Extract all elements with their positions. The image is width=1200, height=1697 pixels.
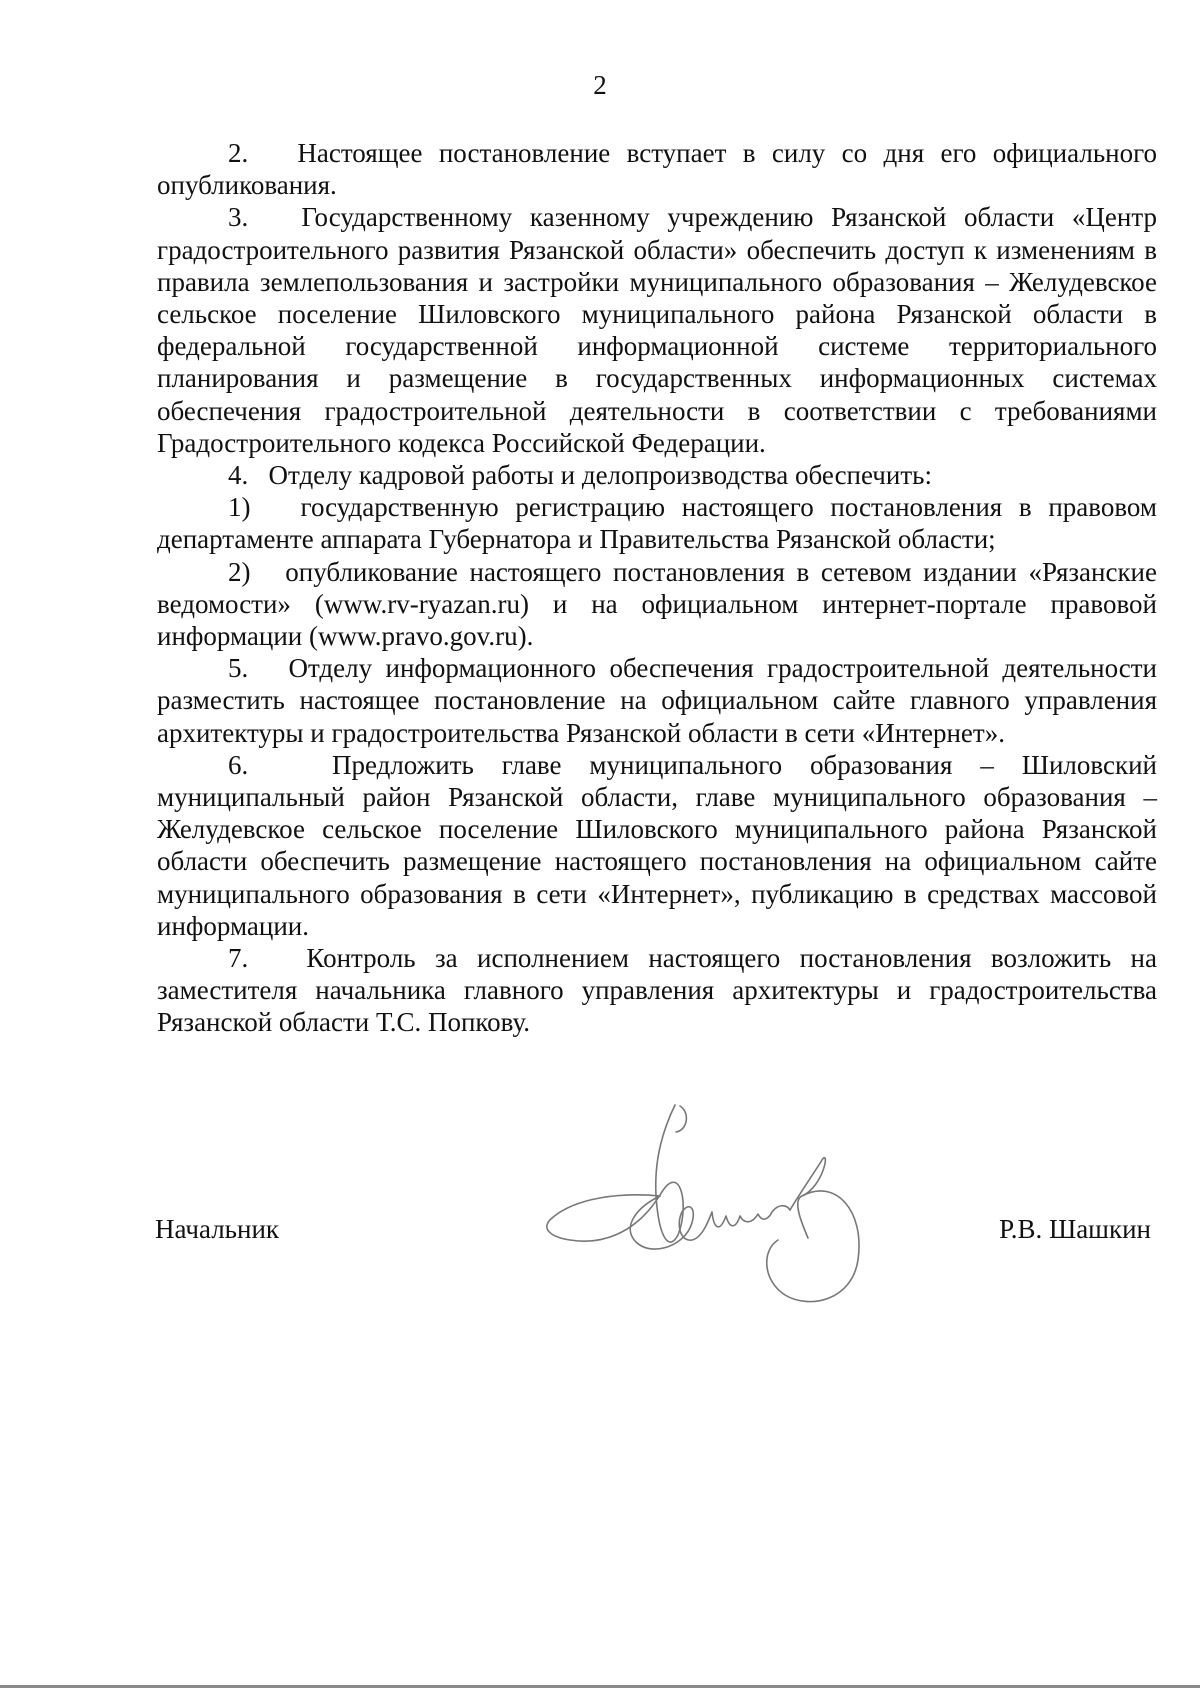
document-body (157, 137, 1157, 1039)
paragraph-4: 4. Отделу кадровой работы и делопроизводства обеспечить: (228, 460, 932, 491)
paragraph-4-1: 1) государственную регистрацию настоящего постановления в правовом департаменте аппарата Губернатора и Правительства Рязанской области; (157, 492, 1157, 555)
paragraph-4-2: 2) опубликование настоящего постановления в сетевом издании «Рязанские ведомости» (www.rv-ryazan.ru) и на официальном интернет-портале правовой информации (www.pravo.gov.ru). (157, 556, 1157, 652)
bottom-border-line (0, 1685, 1200, 1688)
signatory-title: Начальник (155, 1214, 280, 1244)
paragraph-7: 7. Контроль за исполнением настоящего постановления возложить на заместителя начальника главного управления архитектуры и градостроительства Рязанской области Т.С. Попкову. (157, 943, 1157, 1038)
paragraph-5: 5. Отделу информационного обеспечения градостроительной деятельности разместить настоящее постановление на официальном сайте главного управления архитектуры и градостроительства Рязанской области в сети «Интернет». (157, 653, 1157, 748)
signatory-name: Р.В. Шашкин (999, 1214, 1151, 1244)
page-number: 2 (593, 70, 607, 100)
paragraph-2: 2. Настоящее постановление вступает в силу со дня его официального опубликования. (157, 138, 1157, 201)
paragraph-3: 3. Государственному казенному учреждению Рязанской области «Центр градостроительного развития Рязанской области» обеспечить доступ к изменениям в правила землепользования и застройки муниципального образования – Желудевское сельское поселение Шиловского муниципального района Рязанской области в федеральной государственной информационной системе территориального планирования и размещение в государственных информационных системах обеспечения градостроительной деятельности в соответствии с требованиями Градостроительного кодекса Российской Федерации. (157, 202, 1157, 458)
handwritten-signature (540, 1100, 890, 1315)
paragraph-6: 6. Предложить главе муниципального образования – Шиловский муниципальный район Рязанской области, главе муниципального образования – Желудевское сельское поселение Шиловского муниципального района Рязанской области обеспечить размещение настоящего постановления на официальном сайте муниципального образования в сети «Интернет», публикацию в средствах массовой информации. (157, 749, 1157, 941)
